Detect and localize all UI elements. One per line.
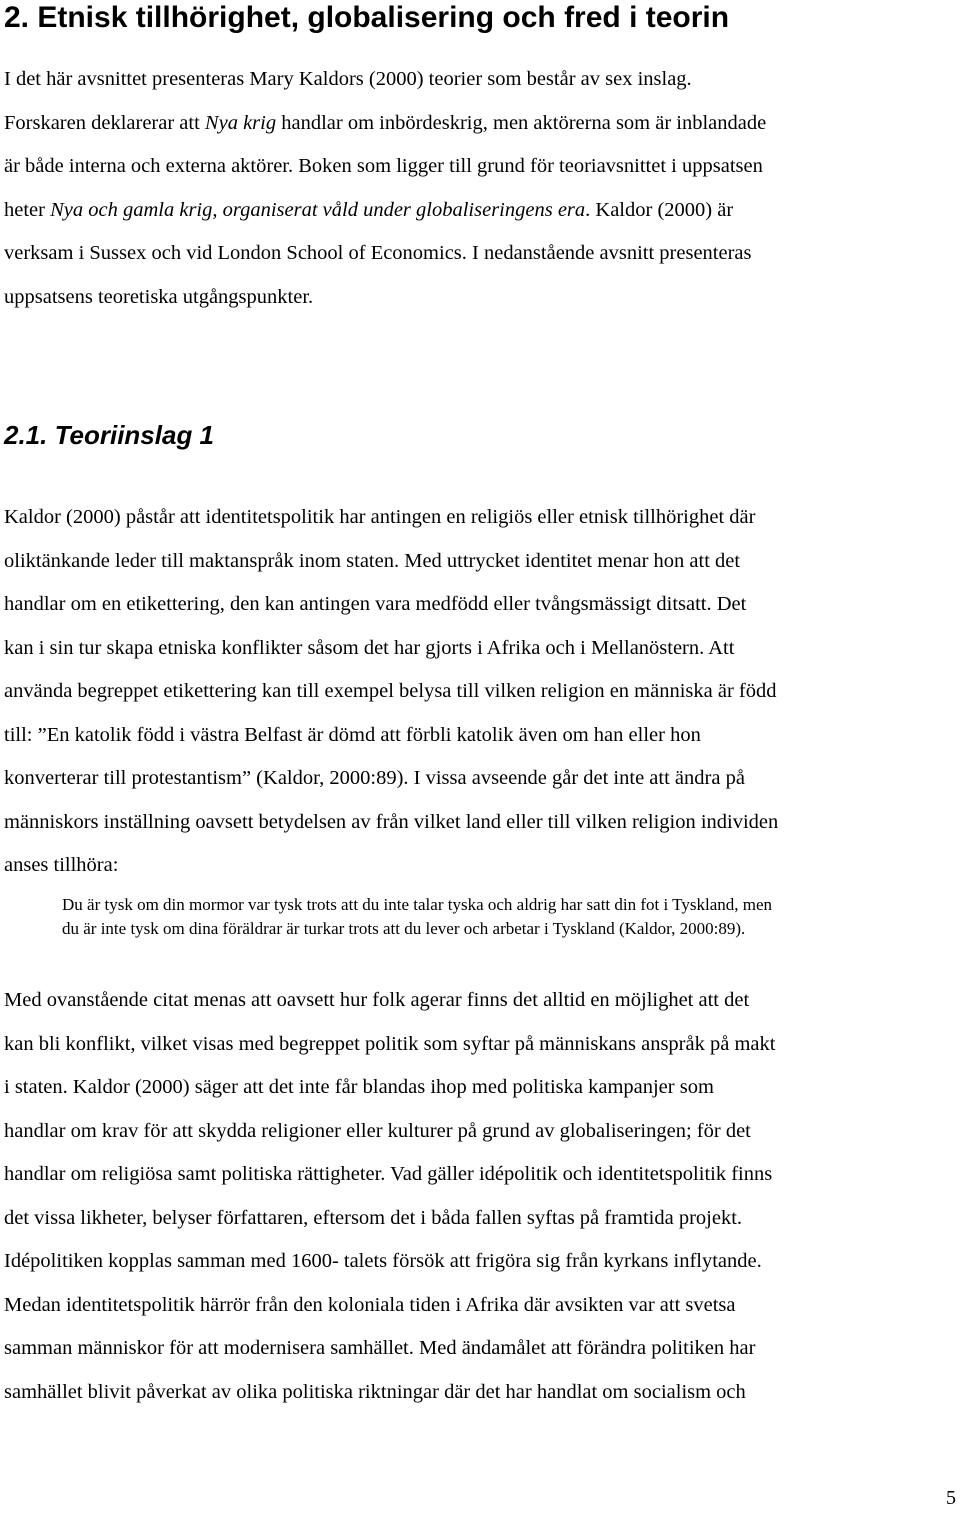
- text-line: kan bli konflikt, vilket visas med begreppet politik som syftar på människans anspråk på makt: [4, 1032, 776, 1055]
- text-line: [4, 102, 958, 146]
- text-line: handlar om en etikettering, den kan antingen vara medfödd eller tvångsmässigt ditsatt. Det: [4, 593, 747, 615]
- text-line: till: ”En katolik född i västra Belfast är dömd att förbli katolik även om han eller hon: [4, 723, 701, 746]
- text-line: Kaldor (2000) påstår att identitetspolitik har antingen en religiös eller etnisk tillhörighet där: [4, 506, 756, 528]
- text-line: det vissa likheter, belyser författaren, eftersom det i båda fallen syftas på framtida projekt.: [4, 1206, 743, 1229]
- text-line: konverterar till protestantism” (Kaldor, 2000:89). I vissa avseende går det inte att ändra på: [4, 767, 745, 789]
- text-line: är både interna och externa aktörer. Boken som ligger till grund för teoriavsnittet i uppsatsen: [4, 155, 763, 177]
- text-run: . Kaldor (2000) är: [585, 198, 734, 221]
- text-line: i staten. Kaldor (2000) säger att det inte får blandas ihop med politiska kampanjer som: [4, 1076, 714, 1098]
- text-run: handlar om inbördeskrig, men aktörerna som är inblandade: [276, 111, 767, 134]
- italic-book-title: Nya och gamla krig, organiserat våld under globaliseringens era: [50, 198, 586, 221]
- text-line: Med ovanstående citat menas att oavsett hur folk agerar finns det alltid en möjlighet att det: [4, 989, 750, 1011]
- text-line: kan i sin tur skapa etniska konflikter såsom det har gjorts i Afrika och i Mellanöstern. Att: [4, 636, 735, 659]
- section-heading: 2. Etnisk tillhörighet, globalisering och fred i teorin: [4, 1, 730, 34]
- text-line: handlar om religiösa samt politiska rättigheter. Vad gäller idépolitik och identitetspolitik finns: [4, 1163, 773, 1185]
- text-line: samhället blivit påverkat av olika politiska riktningar där det har handlat om socialism och: [4, 1380, 746, 1403]
- subsection-heading: 2.1. Teoriinslag 1: [4, 420, 215, 450]
- text-line: samman människor för att modernisera samhället. Med ändamålet att förändra politiken har: [4, 1337, 756, 1359]
- text-line: anses tillhöra:: [4, 854, 119, 876]
- text-line: använda begreppet etikettering kan till exempel belysa till vilken religion en människa är född: [4, 680, 777, 702]
- page-number: 5: [946, 1487, 956, 1509]
- intro-paragraph: [4, 58, 958, 319]
- body-paragraph: [4, 979, 958, 1414]
- text-run: heter: [4, 198, 51, 221]
- text-line: handlar om krav för att skydda religioner eller kulturer på grund av globaliseringen; för det: [4, 1119, 751, 1142]
- text-line: människors inställning oavsett betydelsen av från vilket land eller till vilken religion individen: [4, 810, 779, 833]
- text-line: uppsatsens teoretiska utgångspunkter.: [4, 285, 314, 308]
- quote-line: Du är tysk om din mormor var tysk trots att du inte talar tyska och aldrig har satt din fot i Tyskland, men: [62, 895, 773, 914]
- text-line: verksam i Sussex och vid London School of Economics. I nedanstående avsnitt presenteras: [4, 242, 752, 264]
- italic-title: Nya krig: [204, 111, 277, 134]
- text-line: oliktänkande leder till maktanspråk inom staten. Med uttrycket identitet menar hon att det: [4, 549, 741, 572]
- text-line: I det här avsnittet presenteras Mary Kaldors (2000) teorier som består av sex inslag.: [4, 68, 692, 90]
- block-quote: [62, 893, 952, 941]
- body-paragraph: [4, 496, 958, 888]
- text-line: [4, 189, 958, 233]
- quote-line: du är inte tysk om dina föräldrar är turkar trots att du lever och arbetar i Tyskland (Kaldor, 2000:89).: [62, 919, 746, 938]
- text-line: Medan identitetspolitik härrör från den koloniala tiden i Afrika där avsikten var att svetsa: [4, 1293, 736, 1316]
- text-run: Forskaren deklarerar att: [4, 111, 205, 134]
- text-line: Idépolitiken kopplas samman med 1600- talets försök att frigöra sig från kyrkans inflytande.: [4, 1250, 762, 1272]
